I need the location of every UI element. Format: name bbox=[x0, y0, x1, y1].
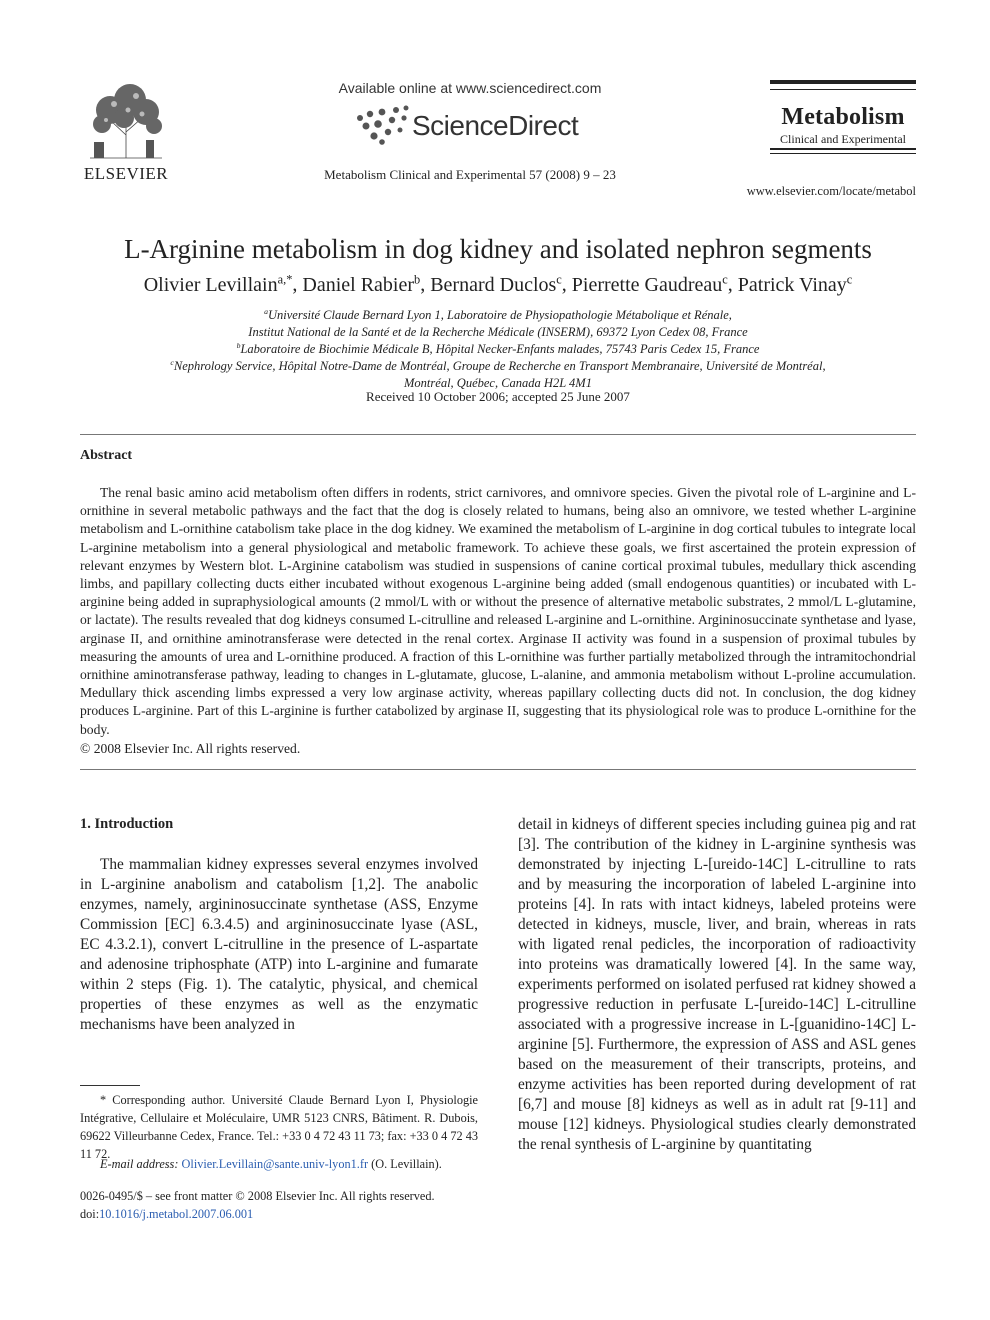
abstract-heading: Abstract bbox=[80, 448, 133, 463]
author[interactable]: Olivier Levillain$^{a,*}$ bbox=[143, 272, 293, 296]
author[interactable]: Bernard Duclos$^c$ bbox=[430, 272, 562, 296]
author[interactable]: Patrick Vinay$^c$ bbox=[737, 272, 853, 296]
title-text: -Arginine metabolism in dog kidney and isolated nephron segments bbox=[140, 234, 872, 264]
title-prefix: L bbox=[124, 234, 141, 264]
section-heading: 1. Introduction bbox=[80, 816, 174, 832]
affiliation-c: $^c$Nephrology Service, Hôpital Notre-Dame de Montréal, Groupe de Recherche en Transport Membranaire, Université de Montréal, Montréal, Québec, Canada H2L 4M1 bbox=[170, 358, 826, 391]
author[interactable]: Pierrette Gaudreau$^c$ bbox=[571, 272, 728, 296]
affiliation-b: $^b$Laboratoire de Biochimie Médicale B, Hôpital Necker-Enfants malades, 75743 Paris Cedex 15, France bbox=[236, 341, 760, 357]
received-dates: Received 10 October 2006; accepted 25 June 2007 bbox=[366, 389, 630, 404]
available-online-text: Available online at www.sciencedirect.com bbox=[338, 80, 602, 96]
divider bbox=[80, 434, 916, 435]
footnote-rule bbox=[80, 1085, 140, 1086]
journal-subtitle: Clinical and Experimental bbox=[780, 132, 906, 146]
divider bbox=[80, 769, 916, 770]
publisher-name: ELSEVIER bbox=[83, 164, 169, 183]
author[interactable]: Daniel Rabier$^b$ bbox=[302, 272, 421, 296]
abstract-body: The renal basic amino acid metabolism often differs in rodents, strict carnivores, and omnivore species. Given the pivotal role of L-arginine and L-ornithine in several metabolic pathways and the fact that the dog is closely related to humans, being also an omnivore, we tested whether L-arginine metabolism and L-ornithine catabolism take place in the dog kidney. We examined the metabolism of L-arginine in dog cortical tubules to integrate local L-arginine metabolism into a general physiological and metabolic framework. To achieve these goals, we first ascertained the protein expression of relevant enzymes by Western blot. L-Arginine catabolism was studied in suspensions of canine cortical proximal tubules, medullary thick ascending limbs, and papillary collecting ducts either incubated without exogenous L-arginine being added (small endogenous quantities) or incubated with L-arginine being added in supraphysiological amounts (2 mmol/L with or without the presence of alternative metabolic substrates, 2 mmol/L L-glutamine, or lactate). The results revealed that dog kidneys consumed L-citrulline and released L-arginine and L-ornithine. Argininosuccinate synthetase and lyase, arginase II, and ornithine aminotransferase were detected in the renal cortex. Arginase II activity was found in a suspension of proximal tubules by measuring the amounts of urea and L-ornithine produced. A fraction of this L-ornithine was further partially metabolized through the intramitochondrial ornithine aminotransferase pathway, leading to changes in L-glutamate, glucose, L-alanine, and ammonia metabolism without L-proline accumulation. Medullary thick ascending limbs expressed a very low arginase activity, whereas papillary collecting ducts did not. In conclusion, the dog kidney produces L-arginine. Part of this L-arginine is further catabolized by arginase II, suggesting that its physiological role was to produce L-ornithine for the body. bbox=[80, 485, 916, 737]
affiliation-a: $^a$Université Claude Bernard Lyon 1, Laboratoire de Physiopathologie Métabolique et Rénale, Institut National de la Santé et de la Recherche Médicale (INSERM), 69372 Lyon Cedex 08, France bbox=[248, 307, 748, 340]
journal-name: Metabolism bbox=[781, 104, 905, 130]
front-matter: 0026-0495/$ – see front matter © 2008 Elsevier Inc. All rights reserved. doi:10.1016/j.metabol.2007.06.001 bbox=[80, 1189, 435, 1221]
author-list: Olivier Levillain$^{a,*}$, Daniel Rabier$^b$, Bernard Duclos$^c$, Pierrette Gaudreau$^c$, Patrick Vinay$^c$ bbox=[143, 272, 853, 296]
copyright-line: © 2008 Elsevier Inc. All rights reserved. bbox=[80, 741, 301, 756]
sciencedirect-wordmark: ScienceDirect bbox=[412, 110, 579, 141]
journal-url[interactable]: www.elsevier.com/locate/metabol bbox=[746, 184, 916, 198]
article-title bbox=[80, 234, 916, 265]
intro-paragraph-right: detail in kidneys of different species including guinea pig and rat [3]. The contribution of the kidney in L-arginine synthesis was demonstrated by injecting L-[ureido-14C] L-citrulline to rats and by measuring the incorporation of labeled L-arginine into proteins [4]. In rats with intact kidneys, labeled proteins were detected in kidneys, muscle, liver, and brain, whereas in rats with ligated renal pedicles, the incorporation of radioactivity into proteins was dramatically lowered [4]. In the same way, experiments performed on isolated perfused rat kidney showed a progressive reduction in perfusate L-[ureido-14C] L-citrulline associated with a progressive increase in L-[guanidino-14C] L-arginine [5]. Furthermore, the expression of ASS and ASL genes based on the measurement of their transcripts, proteins, and enzyme activities has been reported during development of rat [6,7] and mouse [8] kidneys as well as in adult rat [9-11] and mouse [12] kidneys. Physiological studies clearly demonstrated the renal synthesis of L-arginine by quantitating bbox=[518, 816, 916, 1153]
email-link[interactable]: Olivier.Levillain@sante.univ-lyon1.fr bbox=[181, 1157, 369, 1171]
journal-rule-bottom bbox=[770, 148, 916, 154]
intro-paragraph-left: The mammalian kidney expresses several enzymes involved in L-arginine anabolism and catabolism [1,2]. The anabolic enzymes, namely, argininosuccinate synthetase (ASS, Enzyme Commission [EC] 6.3.4.5) and argininosuccinate lyase (ASL, EC 4.3.2.1), convert L-citrulline in the presence of L-aspartate and adenosine triphosphate (ATP) into L-arginine and fumarate within 2 steps (Fig. 1). The catalytic, physical, and chemical properties of these enzymes as well as the enzymatic mechanisms have been analyzed in bbox=[80, 856, 478, 1033]
email-line: E-mail address: Olivier.Levillain@sante.univ-lyon1.fr (O. Levillain). bbox=[100, 1157, 442, 1171]
journal-rule-top bbox=[770, 80, 916, 90]
journal-citation: Metabolism Clinical and Experimental 57 (2008) 9 – 23 bbox=[324, 167, 616, 182]
doi-link[interactable]: 10.1016/j.metabol.2007.06.001 bbox=[99, 1207, 254, 1221]
corresponding-author-footnote: * Corresponding author. Université Claude Bernard Lyon I, Physiologie Intégrative, Cellulaire et Moléculaire, UMR 5123 CNRS, Bâtiment. R. Dubois, 69622 Villeurbanne Cedex, France. Tel.: +33 0 4 72 43 11 73; fax: +33 0 4 72 43 11 72. bbox=[80, 1093, 478, 1161]
